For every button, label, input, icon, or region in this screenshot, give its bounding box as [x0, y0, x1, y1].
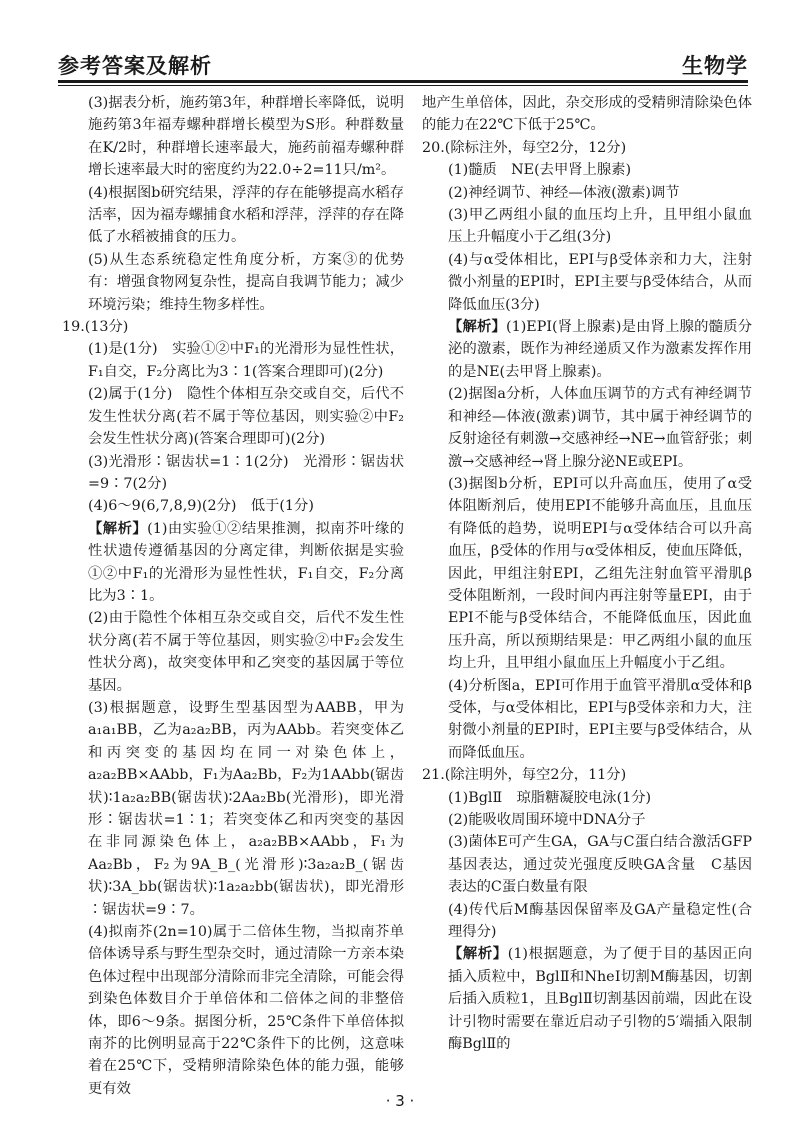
- paragraph: [62, 92, 404, 182]
- paragraph-text: (3)甲乙两组小鼠的血压均上升，且甲组小鼠血压上升幅度小于乙组(3分): [448, 207, 752, 246]
- paragraph-text: (4)6～9(6,7,8,9)(2分) 低于(1分): [88, 498, 314, 515]
- paragraph: [422, 249, 752, 316]
- paragraph: [422, 473, 752, 675]
- paragraph-text: 21.(除注明外，每空2分，11分): [422, 767, 627, 784]
- paragraph-text: (1)BglⅡ 琼脂糖凝胶电泳(1分): [448, 789, 652, 806]
- paragraph-text: (1)EPI(肾上腺素)是由肾上腺的髓质分泌的激素，既作为神经递质又作为激素发挥作用的是NE(去甲肾上腺素)。: [448, 319, 753, 380]
- paragraph: [62, 338, 404, 383]
- page-header: [58, 40, 748, 80]
- paragraph: [422, 943, 752, 1055]
- right-column: [422, 92, 752, 1055]
- paragraph: [422, 137, 752, 159]
- paragraph: [62, 182, 404, 249]
- header-rule-thin: [58, 85, 748, 86]
- paragraph: [62, 921, 404, 1100]
- paragraph: [62, 607, 404, 697]
- header-rule-thick: [58, 80, 748, 83]
- paragraph: [422, 92, 752, 137]
- paragraph: [422, 383, 752, 473]
- paragraph: [62, 495, 404, 517]
- paragraph: [422, 159, 752, 181]
- paragraph: [422, 831, 752, 898]
- paragraph-text: (4)传代后M酶基因保留率及GA产量稳定性(合理得分): [448, 901, 752, 941]
- paragraph: [422, 316, 752, 383]
- paragraph-text: (1)是(1分) 实验①②中F₁的光滑形为显性性状，F₁自交，F₂分离比为3∶1(答案合理即可)(2分): [88, 341, 404, 380]
- analysis-tag: 【解析】: [448, 319, 507, 336]
- paragraph: [62, 518, 404, 608]
- paragraph-text: (2)属于(1分) 隐性个体相互杂交或自交，后代不发生性状分离(若不属于等位基因，则实验②中F₂会发生性状分离)(答案合理即可)(2分): [88, 386, 404, 448]
- paragraph-text: (3)菌体E可产生GA，GA与C蛋白结合激活GFP基因表达，通过荧光强度反映GA含量 C基因表达的C蛋白数量有限: [448, 834, 752, 896]
- paragraph: [422, 787, 752, 809]
- paragraph: [422, 675, 752, 765]
- paragraph-text: 19.(13分): [62, 319, 129, 336]
- paragraph: [422, 764, 752, 786]
- paragraph-text: (4)分析图a，EPI可作用于血管平滑肌α受体和β受体，与α受体相比，EPI与β受体亲和力大，注射微小剂量的EPI时，EPI主要与β受体结合，从而降低血压。: [448, 677, 752, 761]
- paragraph-text: (2)能吸收周围环境中DNA分子: [448, 812, 646, 828]
- paragraph-text: (2)由于隐性个体相互杂交或自交，后代不发生性状分离(若不属于等位基因，则实验②中F₂会发生性状分离)，故突变体甲和乙突变的基因属于等位基因。: [88, 610, 404, 694]
- paragraph-text: (3)光滑形∶锯齿状=1∶1(2分) 光滑形∶锯齿状=9∶7(2分): [88, 453, 404, 492]
- paragraph-text: (3)据表分析，施药第3年，种群增长率降低，说明施药第3年福寿螺种群增长模型为S形。种群数量在K/2时，种群增长速率最大，施药前福寿螺种群增长速率最大时的密度约为22.0÷2=11只/m²。: [88, 95, 404, 179]
- paragraph-text: 20.(除标注外，每空2分，12分): [422, 139, 627, 156]
- paragraph-text: (4)与α受体相比，EPI与β受体亲和力大，注射微小剂量的EPI时，EPI主要与β受体结合，从而降低血压(3分): [448, 251, 752, 313]
- header-subject: 生物学: [682, 54, 748, 78]
- paragraph-text: (1)根据题意，为了便于目的基因正向插入质粒中，BglⅡ和NheⅠ切割M酶基因，切割后插入质粒1，且BglⅡ切割基因前端，因此在设计引物时需要在靠近启动子引物的5′端插入限制酶BglⅡ的: [448, 946, 753, 1053]
- paragraph-text: (4)根据图b研究结果，浮萍的存在能够提高水稻存活率，因为福寿螺捕食水稻和浮萍，浮萍的存在降低了水稻被捕食的压力。: [88, 184, 404, 246]
- paragraph-text: (4)拟南芥(2n=10)属于二倍体生物，当拟南芥单倍体诱导系与野生型杂交时，通过清除一方亲本染色体过程中出现部分清除而非完全清除，可能会得到染色体数目介于单倍体和二倍体之间的非整倍体，即6～9条。据图分析，25℃条件下单倍体拟南芥的比例明显高于22℃条件下的比例，这意味着在25℃下，受精卵清除染色体的能力强，能够更有效: [88, 924, 404, 1097]
- paragraph: [62, 383, 404, 450]
- paragraph-text: (5)从生态系统稳定性角度分析，方案③的优势有：增强食物网复杂性，提高自我调节能力；减少环境污染；维持生物多样性。: [88, 251, 404, 313]
- analysis-tag: 【解析】: [448, 946, 508, 963]
- paragraph-text: (3)据图b分析，EPI可以升高血压，使用了α受体阻断剂后，使用EPI不能够升高血压，且血压有降低的趋势，说明EPI与α受体结合可以升高血压，β受体的作用与α受体相反，使血压降低，因此，甲组注射EPI，乙组先注射血管平滑肌β受体阻断剂，一段时间内再注射等量EPI，由于EPI不能与β受体结合，不能降低血压，因此血压升高，所以预期结果是：甲乙两组小鼠的血压均上升，且甲组小鼠血压上升幅度小于乙组。: [448, 475, 752, 672]
- analysis-tag: 【解析】: [88, 520, 148, 537]
- page-number: · 3 ·: [385, 1092, 415, 1110]
- paragraph: [422, 809, 752, 831]
- paragraph: [62, 451, 404, 496]
- paragraph: [422, 182, 752, 204]
- paragraph-text: (1)髓质 NE(去甲肾上腺素): [448, 162, 632, 179]
- paragraph: [422, 899, 752, 944]
- paragraph-text: (1)由实验①②结果推测，拟南芥叶缘的性状遗传遵循基因的分离定律，判断依据是实验①②中F₁的光滑形为显性性状，F₁自交，F₂分离比为3∶1。: [88, 520, 405, 604]
- paragraph: [62, 316, 404, 338]
- paragraph: [62, 249, 404, 316]
- paragraph-text: 地产生单倍体，因此，杂交形成的受精卵清除染色体的能力在22℃下低于25℃。: [422, 95, 752, 134]
- paragraph-text: (3)根据题意，设野生型基因型为AABB，甲为a₁a₁BB，乙为a₂a₂BB，丙为AAbb。若突变体乙和丙突变的基因均在同一对染色体上，a₂a₂BB×AAbb，F₁为Aa₂Bb，F₂为1AAbb(锯齿状)∶1a₂a₂BB(锯齿状)∶2Aa₂Bb(光滑形)，即光滑形∶锯齿状=1∶1；若突变体乙和丙突变的基因在非同源染色体上，a₂a₂BB×AAbb，F₁为Aa₂Bb，F₂为9A_B_(光滑形)∶3a₂a₂B_(锯齿状)∶3A_bb(锯齿状)∶1a₂a₂bb(锯齿状)，即光滑形∶锯齿状=9∶7。: [88, 699, 404, 918]
- paragraph-text: (2)神经调节、神经—体液(激素)调节: [448, 184, 680, 201]
- left-column: [62, 92, 404, 1100]
- paragraph: [422, 204, 752, 249]
- paragraph-text: (2)据图a分析，人体血压调节的方式有神经调节和神经—体液(激素)调节，其中属于神经调节的反射途径有刺激→交感神经→NE→血管舒张；刺激→交感神经→肾上腺分泌NE或EPI。: [448, 386, 752, 470]
- paragraph: [62, 697, 404, 921]
- header-title: 参考答案及解析: [58, 54, 212, 78]
